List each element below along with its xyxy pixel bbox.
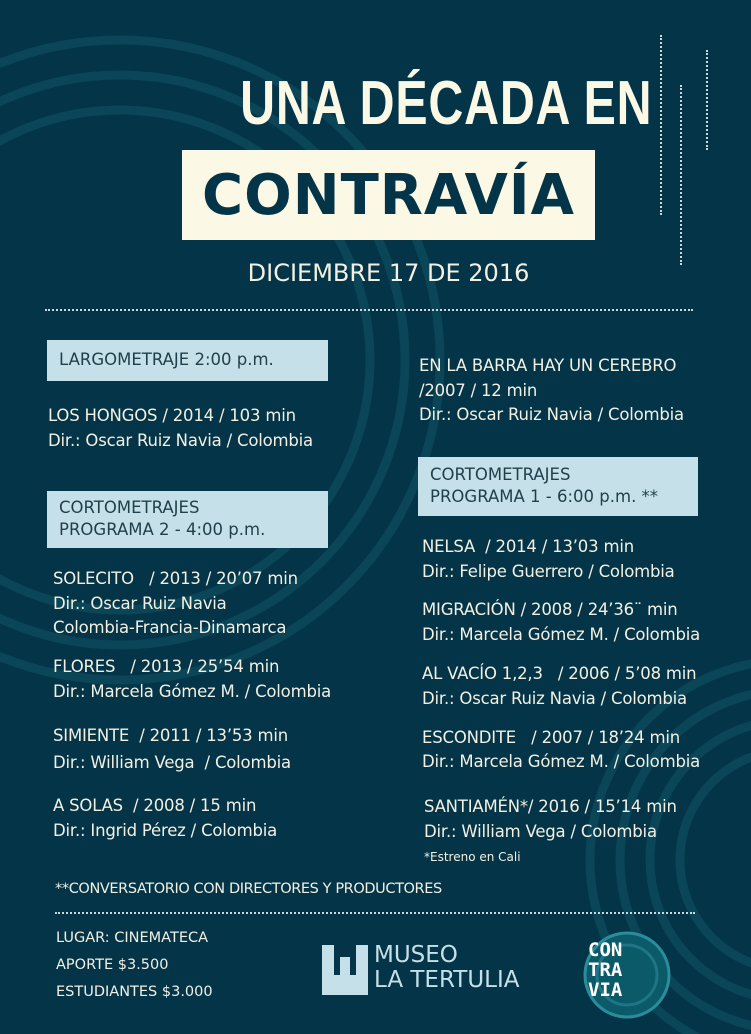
price: APORTE $3.500: [56, 957, 169, 973]
film-credit: Dir.: William Vega / Colombia: [424, 822, 657, 841]
decorative-dotted-line: [706, 50, 708, 150]
film-title: FLORES / 2013 / 25’54 min: [53, 657, 280, 676]
decorative-dotted-line: [680, 85, 682, 265]
section-label: LARGOMETRAJE 2:00 p.m.: [59, 350, 274, 369]
logo-line: CON: [588, 939, 623, 961]
film-credit: Dir.: Marcela Gómez M. / Colombia: [422, 752, 701, 771]
film-credit: Dir.: Oscar Ruiz Navia / Colombia: [419, 405, 684, 424]
logo-line: TRA: [588, 959, 623, 981]
section-label: PROGRAMA 1 - 6:00 p.m. **: [430, 487, 659, 506]
conversatorio-note: **CONVERSATORIO CON DIRECTORES Y PRODUCTORES: [55, 881, 442, 897]
film-title: NELSA / 2014 / 13’03 min: [422, 537, 634, 556]
section-label: CORTOMETRAJES: [430, 465, 571, 484]
film-country: Colombia-Francia-Dinamarca: [53, 618, 287, 637]
film-title: SOLECITO / 2013 / 20’07 min: [53, 569, 298, 588]
contravia-films-logo: [582, 930, 672, 1020]
venue: LUGAR: CINEMATECA: [56, 930, 209, 946]
film-credit: Dir.: Oscar Ruiz Navia / Colombia: [422, 689, 687, 708]
museo-name: LA TERTULIA: [374, 967, 520, 993]
premiere-note: *Estreno en Cali: [424, 850, 521, 864]
museo-logo-icon: [322, 945, 368, 995]
film-title: EN LA BARRA HAY UN CEREBRO: [419, 356, 677, 375]
decorative-dotted-line: [660, 35, 662, 215]
divider: [45, 309, 693, 311]
section-header-largometraje: [47, 340, 328, 381]
film-credit: Dir.: Oscar Ruiz Navia / Colombia: [48, 431, 313, 450]
section-header-programa1: [418, 457, 698, 516]
film-title: ESCONDITE / 2007 / 18’24 min: [422, 728, 681, 747]
divider: [55, 912, 695, 914]
section-label: PROGRAMA 2 - 4:00 p.m.: [59, 520, 266, 539]
title-text: UNA DÉCADA EN: [240, 69, 653, 138]
film-credit: Dir.: Marcela Gómez M. / Colombia: [422, 625, 701, 644]
logo-line: VIA: [588, 979, 623, 1001]
section-header-programa2: [47, 491, 328, 548]
film-title: LOS HONGOS / 2014 / 103 min: [48, 406, 296, 425]
student-price: ESTUDIANTES $3.000: [56, 984, 213, 1000]
film-title: /2007 / 12 min: [419, 381, 538, 400]
film-credit: Dir.: Oscar Ruiz Navia: [53, 594, 227, 613]
title-line2: CONTRAVÍA: [202, 163, 575, 228]
section-label: CORTOMETRAJES: [59, 498, 200, 517]
museo-name: MUSEO: [374, 942, 458, 968]
film-credit: Dir.: Felipe Guerrero / Colombia: [422, 562, 675, 581]
museo-la-tertulia-logo: [322, 943, 537, 995]
film-title: SIMIENTE / 2011 / 13’53 min: [53, 726, 289, 745]
film-title: MIGRACIÓN / 2008 / 24’36¨ min: [422, 600, 678, 619]
film-title: AL VACÍO 1,2,3 / 2006 / 5’08 min: [422, 664, 697, 683]
event-date: DICIEMBRE 17 DE 2016: [247, 259, 530, 287]
film-credit: Dir.: Marcela Gómez M. / Colombia: [53, 682, 332, 701]
film-title: A SOLAS / 2008 / 15 min: [53, 796, 257, 815]
film-credit: Dir.: Ingrid Pérez / Colombia: [53, 821, 278, 840]
film-credit: Dir.: William Vega / Colombia: [53, 753, 291, 772]
film-title: SANTIAMÉN*/ 2016 / 15’14 min: [424, 797, 677, 816]
title-line1: [182, 68, 653, 140]
logo-text: [588, 940, 622, 1000]
